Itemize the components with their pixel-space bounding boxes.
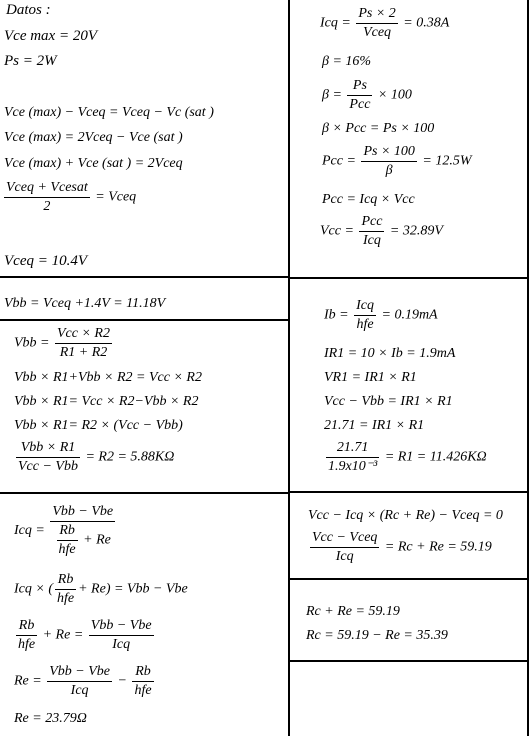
center-divider-lower: [288, 493, 290, 736]
vbb-equation: Vbb = Vceq +1.4V = 11.18V: [4, 296, 166, 311]
datos-title: Datos :: [6, 2, 51, 18]
fraction: $\frac{21.71}{\text{1.9x10⁻³}}$: [328, 440, 378, 474]
fraction: $\frac{Rb}{\text{hfe}}$: [18, 618, 36, 652]
fraction: $\frac{Rb}{\text{hfe}}$: [58, 523, 76, 557]
fraction: $\frac{\text{Icq}}{\text{hfe}}$: [356, 298, 374, 332]
pcc-product: Pcc = Icq × Vcc: [322, 192, 415, 207]
right-divider-4: [289, 660, 529, 662]
vceq-result: Vceq = 10.4V: [4, 253, 88, 269]
beta-value: β = 16%: [322, 54, 372, 69]
vbb-step-3: Vbb × R1+Vbb × R2 = Vcc × R2: [14, 370, 202, 385]
pcc-equation: Pcc = $\frac{Ps \times 100}{\beta}$ = 12.5W: [322, 144, 472, 178]
vcc-equation: Vcc = $\frac{\text{Pcc}}{\text{Icq}}$ = 32.89V: [320, 214, 443, 248]
right-divider-2: [289, 491, 529, 493]
ir1-equation: IR1 = 10 × Ib = 1.9mA: [324, 346, 456, 361]
r1-result: $\frac{21.71}{\text{1.9x10⁻³}}$ = R1 = 11.426KΩ: [328, 440, 487, 474]
rc-result: Rc = 59.19 − Re = 35.39: [306, 628, 448, 643]
re-equation: Re = $\frac{\text{Vbb − Vbe}}{\text{Icq}}$ − $\frac{Rb}{\text{hfe}}$: [14, 664, 152, 698]
left-divider-3: [0, 492, 289, 494]
re-result: Re = 23.79Ω: [14, 711, 87, 726]
fraction: $\frac{\text{Vcc × R2}}{R1 + R2}$: [57, 326, 110, 360]
vce-max: Vce max = 20V: [4, 28, 98, 44]
vbb-step-5: Vbb × R1= R2 × (Vcc − Vbb): [14, 418, 183, 433]
vbb-step-4: Vbb × R1= Vcc × R2−Vbb × R2: [14, 394, 199, 409]
vbb-divider-equation: Vbb = $\frac{\text{Vcc × R2}}{R1 + R2}$: [14, 326, 110, 360]
center-divider: [288, 0, 290, 493]
vcc-vbb-equation: Vcc − Vbb = IR1 × R1: [324, 394, 453, 409]
fraction: $\frac{Rb}{\text{hfe}}$: [134, 664, 152, 698]
equation-1: Vce (max) − Vceq = Vceq − Vc (sat ): [4, 105, 214, 120]
fraction: $\frac{Rb}{\text{hfe}}$: [57, 572, 75, 606]
fraction: $\frac{Ps}{\text{Pcc}}$: [349, 78, 371, 112]
left-divider-1: [0, 276, 289, 278]
fraction: $\frac{Ps \times 100}{\beta}$: [363, 144, 415, 178]
kvl-equation: Vcc − Icq × (Rc + Re) − Vceq = 0: [308, 508, 503, 523]
equation-2: Vce (max) = 2Vceq − Vce (sat ): [4, 130, 183, 145]
ps-value: Ps = 2W: [4, 53, 57, 69]
right-divider-1: [289, 277, 529, 279]
r1-step: 21.71 = IR1 × R1: [324, 418, 425, 433]
left-divider-2: [0, 319, 289, 321]
beta-equation: β = $\frac{Ps}{\text{Pcc}}$ × 100: [322, 78, 412, 112]
equation-4: $\frac{\text{Vceq + Vcesat}}{2}$ = Vceq: [6, 180, 137, 214]
right-divider-3: [289, 578, 529, 580]
equation-3: Vce (max) + Vce (sat ) = 2Vceq: [4, 156, 183, 171]
fraction: $\frac{\text{Vbb − Vbe}}{\text{Icq}}$: [49, 664, 110, 698]
icq-equation: Icq = Vbb − Vbe $\frac{Rb}{\text{hfe}}$ + Re: [14, 504, 114, 557]
fraction: $\frac{\text{Vceq + Vcesat}}{2}$: [6, 180, 88, 214]
icq-step-2: Icq × ( $\frac{Rb}{\text{hfe}}$ + Re) = Vbb − Vbe: [14, 572, 188, 606]
ib-equation: Ib = $\frac{\text{Icq}}{\text{hfe}}$ = 0.19mA: [324, 298, 438, 332]
vr1-equation: VR1 = IR1 × R1: [324, 370, 417, 385]
fraction: $\frac{\text{Vbb × R1}}{\text{Vcc − Vbb}}$: [18, 440, 78, 474]
fraction: $\frac{\text{Pcc}}{\text{Icq}}$: [361, 214, 383, 248]
icq-step-3: $\frac{Rb}{\text{hfe}}$ + Re = $\frac{\text{Vbb − Vbe}}{\text{Icq}}$: [18, 618, 152, 652]
icq-from-ps: Icq = $\frac{Ps \times 2}{\text{Vceq}}$ = 0.38A: [320, 6, 450, 40]
rc-re-sum: Rc + Re = 59.19: [306, 604, 400, 619]
beta-step-3: β × Pcc = Ps × 100: [322, 121, 435, 136]
fraction: Vbb − Vbe $\frac{Rb}{\text{hfe}}$ + Re: [52, 504, 114, 557]
fraction: $\frac{\text{Vcc − Vceq}}{\text{Icq}}$: [312, 530, 378, 564]
r2-result: $\frac{\text{Vbb × R1}}{\text{Vcc − Vbb}}$ = R2 = 5.88KΩ: [18, 440, 175, 474]
rc-re-equation: $\frac{\text{Vcc − Vceq}}{\text{Icq}}$ = Rc + Re = 59.19: [312, 530, 492, 564]
fraction: $\frac{\text{Vbb − Vbe}}{\text{Icq}}$: [90, 618, 152, 652]
fraction: $\frac{Ps \times 2}{\text{Vceq}}$: [358, 6, 396, 40]
